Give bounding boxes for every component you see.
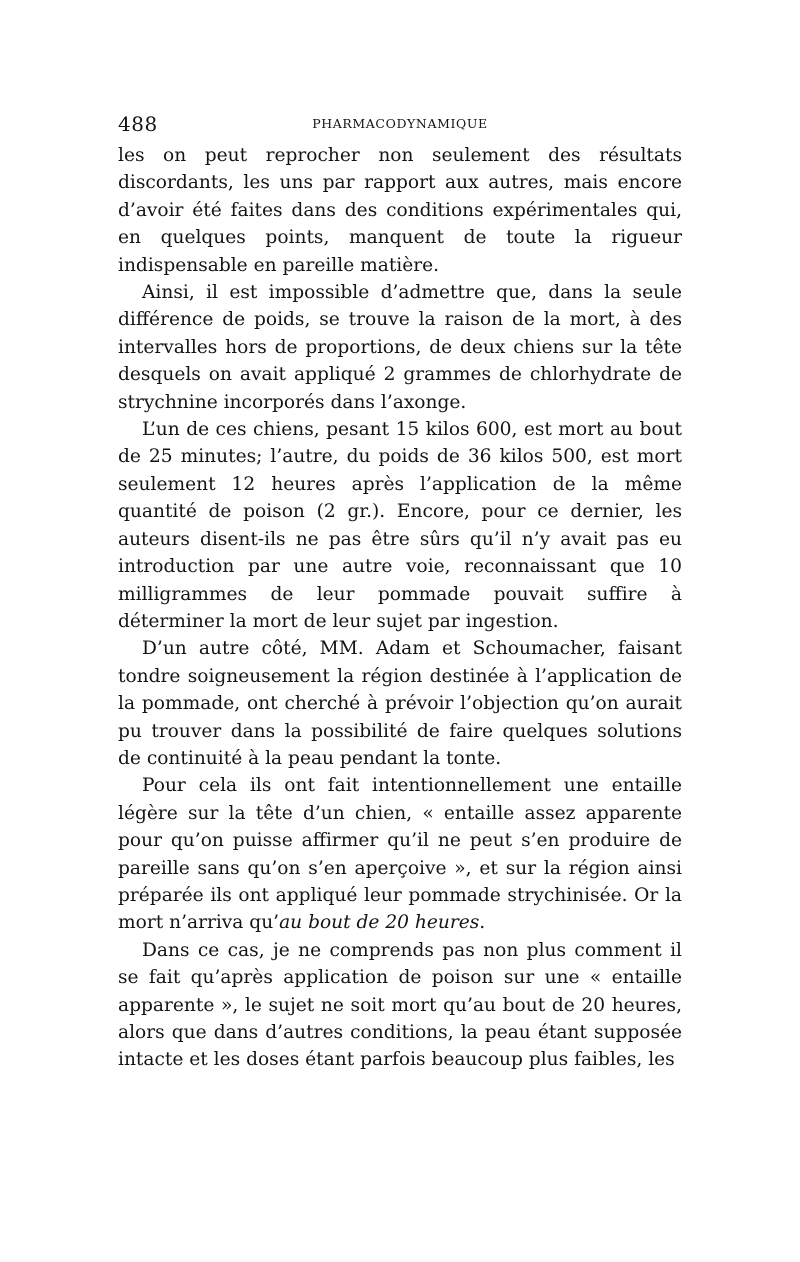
paragraph-text: les on peut reprocher non seulement des résultats discordants, les uns par rapport aux autres, mais encore d’avoir été faites dans des conditions expérimentales qui, en quelques points, manquent de toute la rigueur indispensable en pareille matière. [118, 145, 682, 276]
paragraph-text: L’un de ces chiens, pesant 15 kilos 600, est mort au bout de 25 minutes; l’autre, du poids de 36 kilos 500, est mort seulement 12 heures après l’application de la même quantité de poison (2 gr.). Encore, pour ce dernier, les auteurs disent-ils ne pas être sûrs qu’il n’y avait pas eu introduction par une autre voie, reconnaissant que 10 milligrammes de leur pommade pouvait suffire à déterminer la mort de leur sujet par ingestion. [118, 419, 682, 632]
paragraph [118, 772, 682, 936]
paragraph-text: Dans ce cas, je ne comprends pas non plus comment il se fait qu’après application de poison sur une « entaille apparente », le sujet ne soit mort qu’au bout de 20 heures, alors que dans d’autres conditions, la peau étant supposée intacte et les doses étant parfois beaucoup plus faibles, les [118, 939, 682, 1071]
paragraph-text: Pour cela ils ont fait intentionnellement une entaille légère sur la tête d’un chien, « entaille assez apparente pour qu’on puisse affirmer qu’il ne peut s’en produire de pareille sans qu’on s’en aperçoive », et sur la région ainsi préparée ils ont appliqué leur pommade strychinisée. Or la mort n’arriva qu’ [118, 775, 682, 934]
page-number: 488 [118, 112, 158, 136]
paragraph-text: D’un autre côté, MM. Adam et Schoumacher, faisant tondre soigneusement la région destinée à l’application de la pommade, ont cherché à prévoir l’objection qu’on aurait pu trouver dans la possibilité de faire quelques solutions de continuité à la peau pendant la tonte. [118, 638, 682, 769]
paragraph [118, 142, 682, 279]
running-title: PHARMACODYNAMIQUE [312, 116, 488, 131]
paragraph [118, 635, 682, 772]
running-head [118, 112, 682, 142]
paragraph-text: Ainsi, il est impossible d’admettre que, dans la seule différence de poids, se trouve la raison de la mort, à des intervalles hors de proportions, de deux chiens sur la tête desquels on avait appliqué 2 grammes de chlorhydrate de strychnine incorporés dans l’axonge. [118, 282, 682, 413]
italic-emphasis: au bout de 20 heures [279, 912, 480, 934]
body-text [118, 142, 682, 1074]
book-page [118, 112, 682, 1074]
paragraph [118, 416, 682, 635]
paragraph-text-end: . [479, 912, 486, 934]
paragraph [118, 279, 682, 416]
paragraph [118, 937, 682, 1074]
